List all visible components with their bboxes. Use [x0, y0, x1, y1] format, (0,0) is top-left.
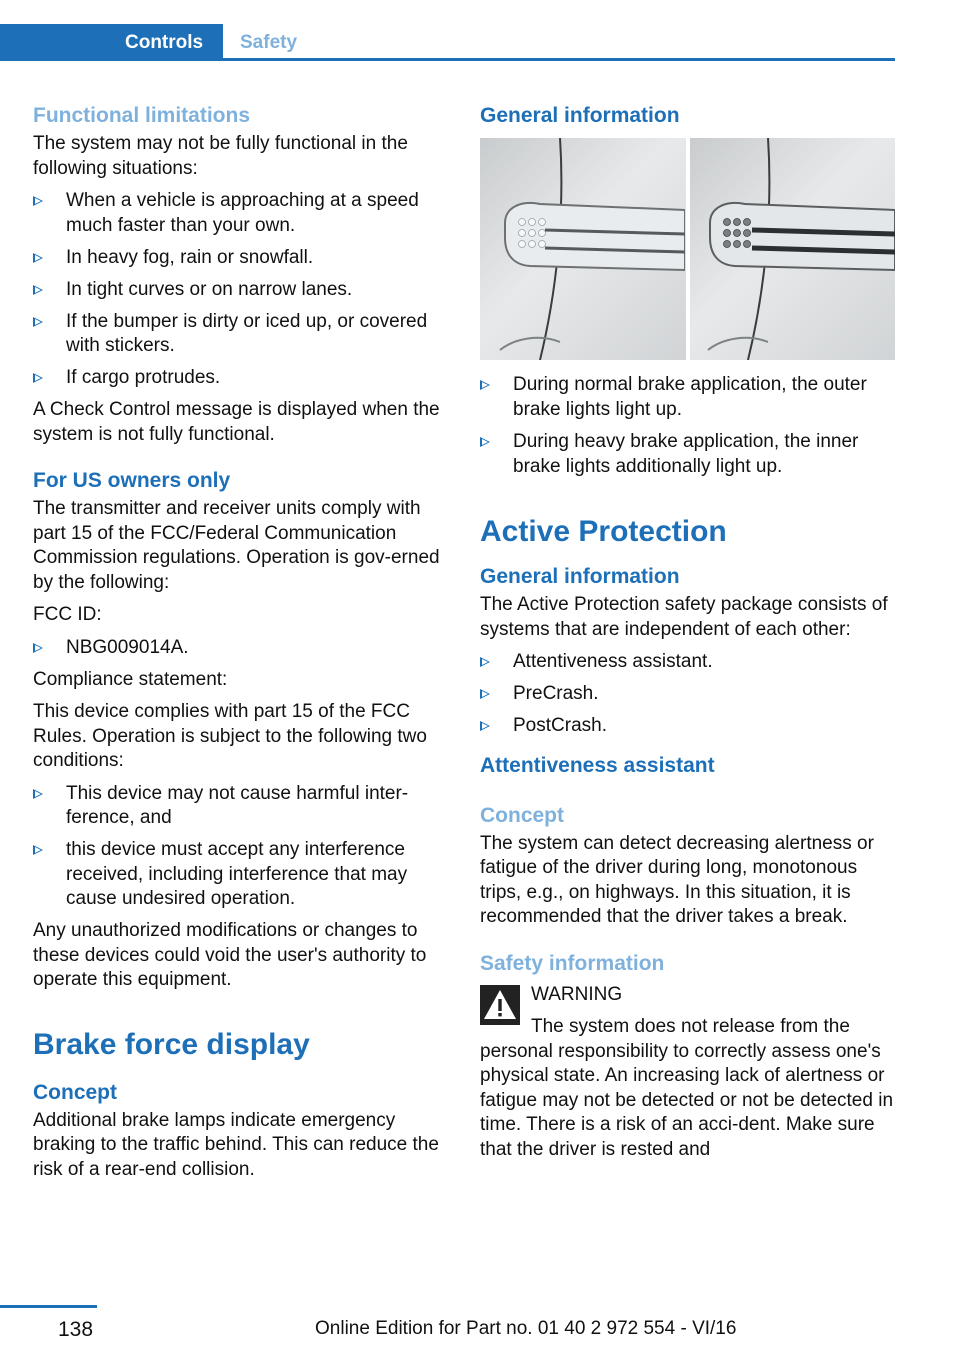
- brake-force-title: Brake force display: [33, 1027, 310, 1061]
- bullet-icon: [33, 643, 43, 653]
- bullet-icon: [33, 845, 43, 855]
- list-item: In heavy fog, rain or snowfall.: [33, 246, 451, 271]
- list-item: NBG009014A.: [33, 636, 451, 661]
- bullet-icon: [33, 285, 43, 295]
- compliance-label: Compliance statement:: [33, 668, 228, 690]
- footer-rule: [0, 1305, 97, 1308]
- warning-label: WARNING: [531, 983, 623, 1005]
- warning-text: personal responsibility to correctly assess one's physical state. An increasing lack of alertness or fatigue may not be detected or not be detected in time. There is a risk of an acci‐dent. Make sure that the driver is rested and: [480, 1040, 894, 1160]
- page-number: 138: [58, 1318, 94, 1341]
- header-tabbar: [0, 24, 895, 61]
- functional-limitations-intro: The system may not be fully functional in the following situations:: [33, 133, 408, 179]
- bullet-icon: [33, 317, 43, 327]
- fcc-id-list: [33, 636, 451, 661]
- fcc-id-label: FCC ID:: [33, 604, 102, 625]
- bullet-icon: [480, 689, 490, 699]
- list-item: Attentiveness assistant.: [480, 650, 898, 675]
- general-info-heading: General information: [480, 104, 680, 127]
- list-item: PostCrash.: [480, 714, 898, 739]
- warning-block: [480, 983, 898, 1040]
- bullet-icon: [480, 721, 490, 731]
- attentiveness-concept-text: The system can detect decreasing alertness or fatigue of the driver during long, monotonous trips, e.g., on highways. In this situation, it is recommended that the driver takes a break.: [480, 832, 874, 927]
- bullet-icon: [33, 196, 43, 206]
- conditions-list: [33, 782, 451, 912]
- list-item: If the bumper is dirty or iced up, or covered with stickers.: [33, 310, 451, 359]
- left-column: [33, 100, 451, 1182]
- bullet-icon: [480, 380, 490, 390]
- header-rule: [0, 58, 895, 61]
- brake-concept-heading: Concept: [33, 1080, 117, 1104]
- bullet-icon: [33, 253, 43, 263]
- list-item: this device must accept any interference received, including interference that may cause undesired operation.: [33, 838, 451, 912]
- bullet-icon: [480, 437, 490, 447]
- footer-edition: Online Edition for Part no. 01 40 2 972 554 - VI/16: [315, 1318, 737, 1339]
- ap-general-heading: General information: [480, 565, 680, 588]
- bullet-icon: [33, 789, 43, 799]
- right-column: [480, 100, 898, 1162]
- warning-text-first: The system does not release from the: [531, 1016, 850, 1037]
- compliance-text: This device complies with part 15 of the FCC Rules. Operation is subject to the following two conditions:: [33, 701, 427, 771]
- active-protection-title: Active Protection: [480, 515, 727, 548]
- functional-limitations-outro: A Check Control message is displayed when the system is not fully functional.: [33, 399, 440, 445]
- brake-lights-list: [480, 373, 898, 479]
- list-item: In tight curves or on narrow lanes.: [33, 278, 451, 303]
- functional-limitations-heading: Functional limitations: [33, 104, 251, 127]
- brake-lights-figure: [480, 138, 895, 360]
- list-item: If cargo protrudes.: [33, 366, 451, 391]
- list-item: When a vehicle is approaching at a speed much faster than your own.: [33, 189, 451, 238]
- attentiveness-heading: Attentiveness assistant: [480, 753, 715, 777]
- ap-general-text: The Active Protection safety package consists of systems that are independent of each other:: [480, 594, 888, 640]
- list-item: PreCrash.: [480, 682, 898, 707]
- tab-safety[interactable]: Safety: [240, 32, 298, 53]
- us-owners-para: The transmitter and receiver units comply with part 15 of the FCC/Federal Communication Commission regulations. Operation is gov‐erned by the following:: [33, 498, 440, 593]
- warning-icon: [480, 985, 520, 1025]
- brake-lights-heavy-image: [690, 138, 896, 360]
- bullet-icon: [33, 373, 43, 383]
- brake-concept-text: Additional brake lamps indicate emergency braking to the traffic behind. This can reduce the risk of a rear-end collision.: [33, 1109, 439, 1180]
- bullet-icon: [480, 657, 490, 667]
- ap-systems-list: [480, 650, 898, 739]
- us-owners-outro: Any unauthorized modifications or changes to these devices could void the user's authority to operate this equipment.: [33, 920, 427, 990]
- list-item: This device may not cause harmful inter‐ference, and: [33, 782, 451, 831]
- attentiveness-concept-heading: Concept: [480, 803, 564, 827]
- tab-controls[interactable]: Controls: [0, 24, 223, 61]
- us-owners-heading: For US owners only: [33, 469, 231, 492]
- brake-lights-normal-image: [480, 138, 686, 360]
- list-item: During heavy brake application, the inner brake lights additionally light up.: [480, 430, 898, 479]
- safety-info-heading: Safety information: [480, 951, 665, 975]
- functional-limitations-list: [33, 189, 451, 391]
- list-item: During normal brake application, the outer brake lights light up.: [480, 373, 898, 422]
